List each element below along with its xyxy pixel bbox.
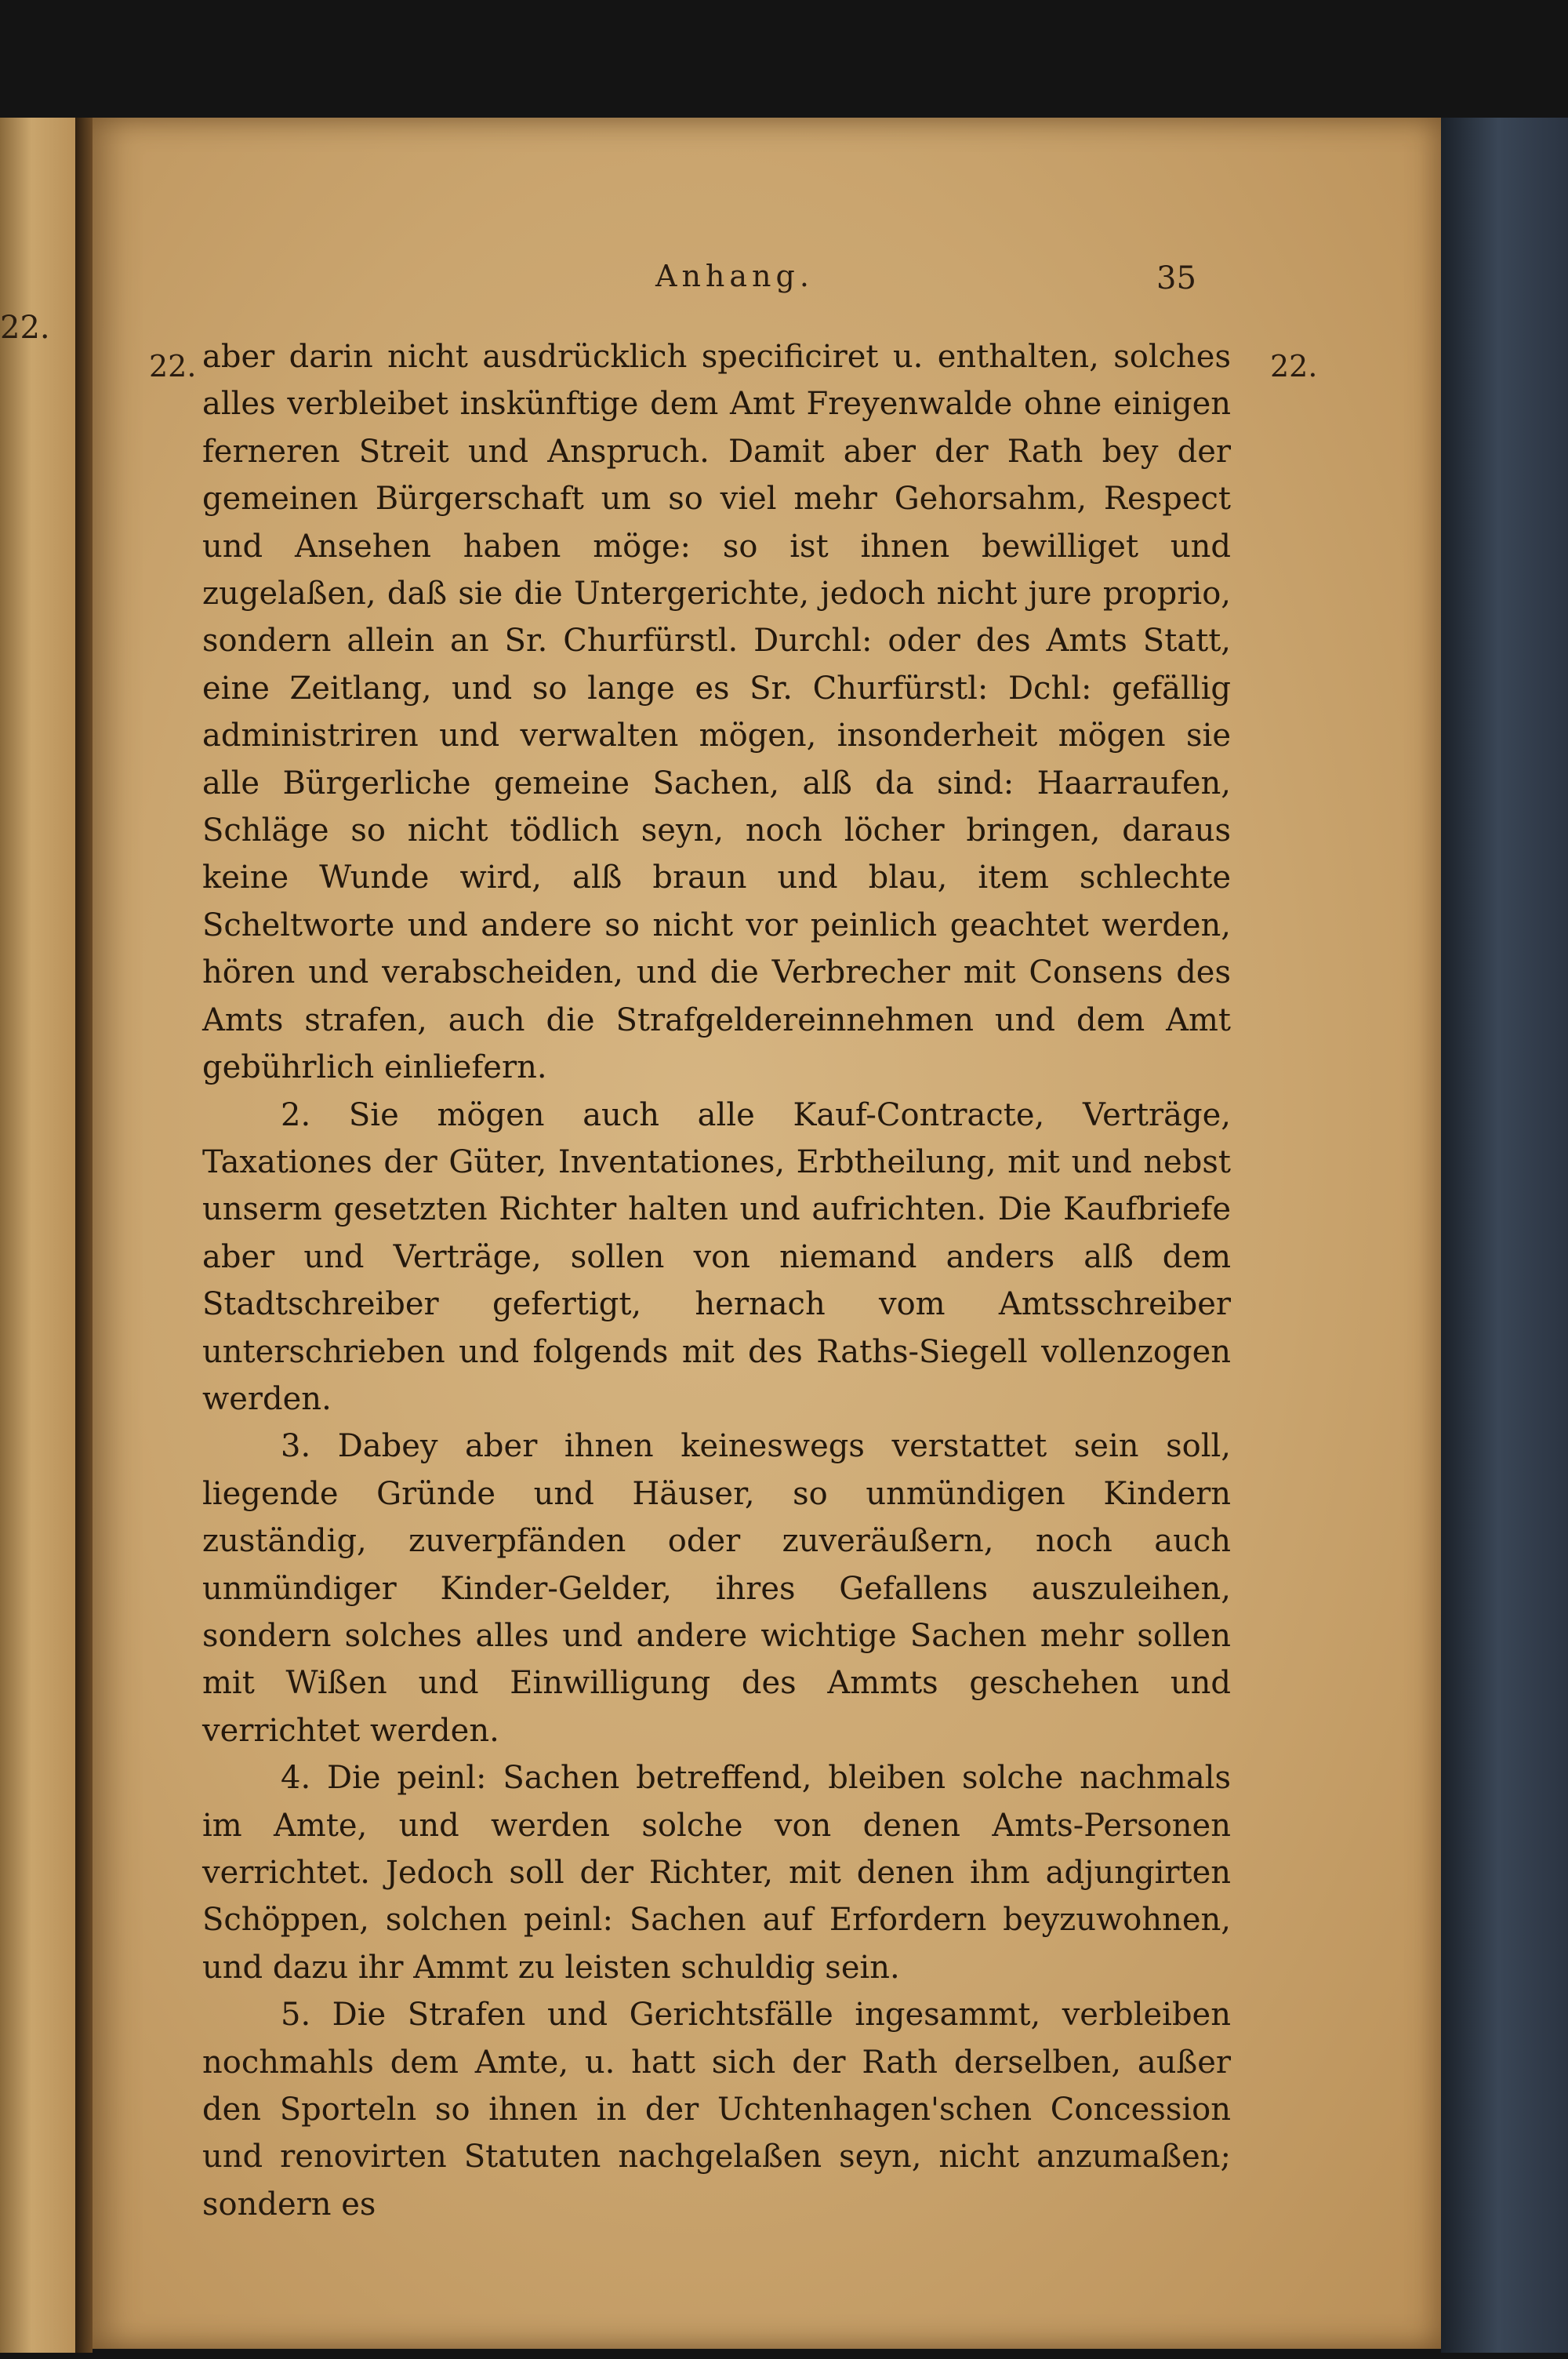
running-head: Anhang. [655,259,814,293]
page-number: 35 [1156,260,1196,296]
paragraph: 5. Die Strafen und Gerichtsfälle ingesammt, verbleiben nochmahls dem Amte, u. hatt sich der Rath derselben, außer den Sporteln so ihnen in der Uchtenhagen'schen Concession und renovirten Statuten nachgelaßen seyn, nicht anzumaßen; sondern es [202,1997,1231,2223]
page-header [93,259,1441,306]
margin-number-left: 22. [149,349,197,383]
paragraph: 4. Die peinl: Sachen betreffend, bleiben solche nachmals im Amte, und werden solche von denen Amts-Personen verrichtet. Jedoch soll der Richter, mit denen ihm adjungirten Schöppen, solchen peinl: Sachen auf Erfordern beyzuwohnen, und dazu ihr Ammt zu leisten schuldig sein. [202,1760,1231,1986]
previous-page-margin-number: 22. [0,310,50,346]
paragraph: 2. Sie mögen auch alle Kauf-Contracte, Verträge, Taxationes der Güter, Inventationes, Erbtheilung, mit und nebst unserm gesetzten Richter halten und aufrichten. Die Kaufbriefe aber und Verträge, sollen von niemand anders alß dem Stadtschreiber gefertigt, hernach vom Amtsschreiber unterschrieben und folgends mit des Raths-Siegell vollenzogen werden. [202,1096,1231,1417]
page-body [202,333,1231,2228]
paragraph: aber darin nicht ausdrücklich specificiret u. enthalten, solches alles verbleibet inskünftige dem Amt Freyenwalde ohne einigen ferneren Streit und Anspruch. Damit aber der Rath bey der gemeinen Bürgerschaft um so viel mehr Gehorsahm, Respect und Ansehen haben möge: so ist ihnen bewilliget und zugelaßen, daß sie die Untergerichte, jedoch nicht jure proprio, sondern allein an Sr. Churfürstl. Durchl: oder des Amts Statt, eine Zeitlang, und so lange es Sr. Churfürstl: Dchl: gefällig administriren und verwalten mögen, insonderheit mögen sie alle Bürgerliche gemeine Sachen, alß da sind: Haarraufen, Schläge so nicht tödlich seyn, noch löcher bringen, daraus keine Wunde wird, alß braun und blau, item schlechte Scheltworte und andere so nicht vor peinlich geachtet werden, hören und verabscheiden, und die Verbrecher mit Consens des Amts strafen, auch die Strafgeldereinnehmen und dem Amt gebührlich einliefern. [202,339,1231,1086]
previous-page [0,118,78,2353]
margin-number-right: 22. [1270,349,1318,383]
book-cover-edge [1441,118,1568,2353]
book-gutter [75,118,93,2353]
paragraph: 3. Dabey aber ihnen keineswegs verstattet sein soll, liegende Gründe und Häuser, so unmündigen Kindern zuständig, zuverpfänden oder zuveräußern, noch auch unmündiger Kinder-Gelder, ihres Gefallens auszuleihen, sondern solches alles und andere wichtige Sachen mehr sollen mit Wißen und Einwilligung des Ammts geschehen und verrichtet werden. [202,1428,1231,1749]
